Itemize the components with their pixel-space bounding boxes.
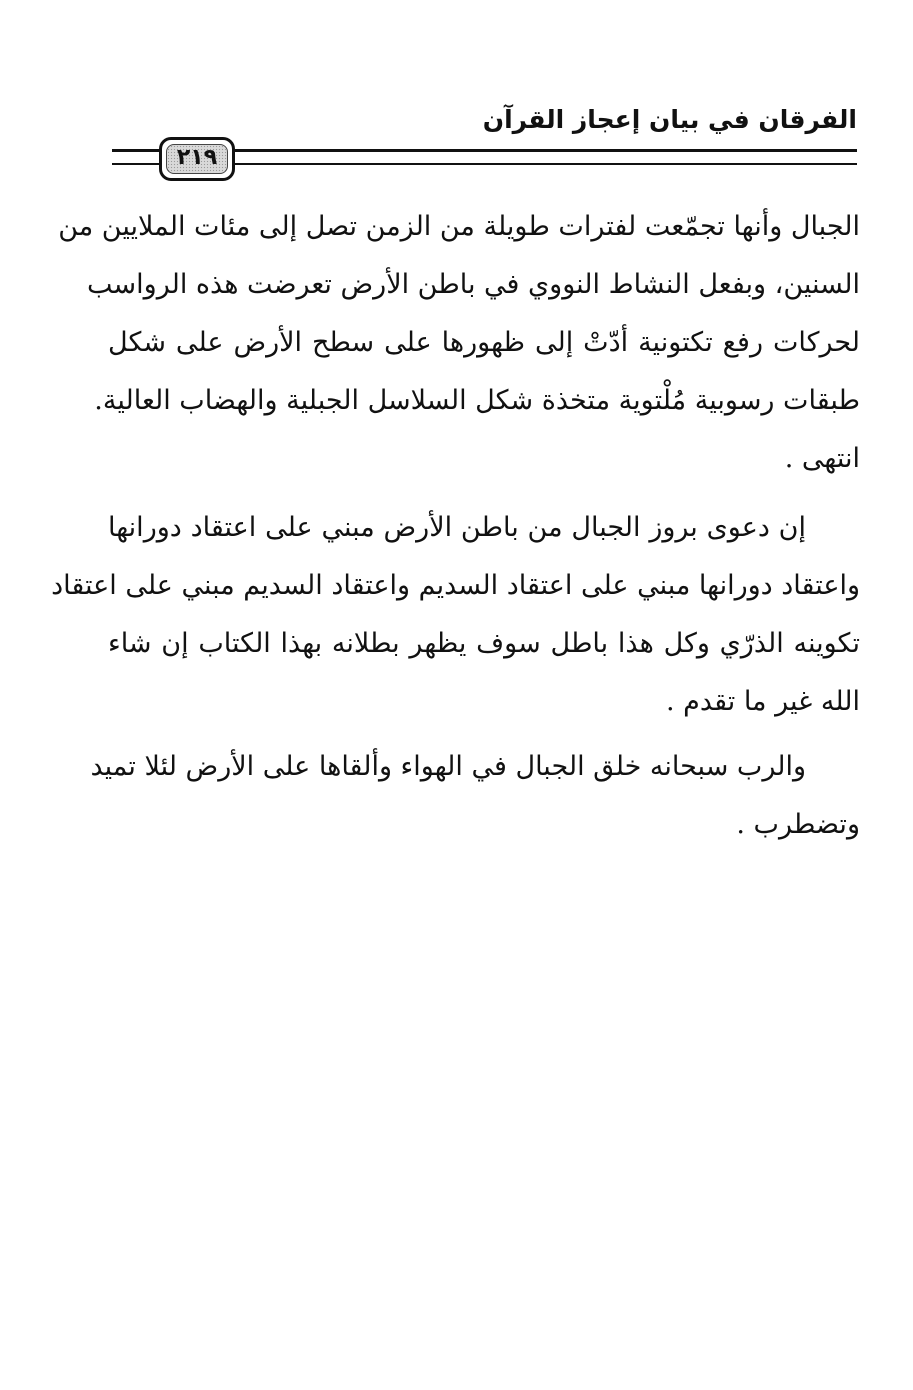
text-line: طبقات رسوبية مُلْتوية متخذة شكل السلاسل الجبلية والهضاب العالية. <box>94 385 860 416</box>
text-line: انتهى . <box>784 443 860 474</box>
header-rule-left-top <box>112 149 160 152</box>
text-line: لحركات رفع تكتونية أدّتْ إلى ظهورها على سطح الأرض على شكل <box>108 327 861 358</box>
text-line: والرب سبحانه خلق الجبال في الهواء وألقاها على الأرض لئلا تميد <box>90 751 806 782</box>
page-number: ٢١٩ <box>176 145 218 170</box>
text-line: السنين، وبفعل النشاط النووي في باطن الأرض تعرضت هذه الرواسب <box>87 269 860 300</box>
text-line: وتضطرب . <box>736 809 860 840</box>
paragraph-2 <box>51 499 860 731</box>
page-number-frame <box>159 137 235 181</box>
text-line: الجبال وأنها تجمّعت لفترات طويلة من الزمن تصل إلى مئات الملايين من <box>58 211 860 242</box>
header-rule-left-bottom <box>112 163 160 165</box>
text-line: إن دعوى بروز الجبال من باطن الأرض مبني على اعتقاد دورانها <box>108 512 806 543</box>
running-head-title: الفرقان في بيان إعجاز القرآن <box>482 105 857 134</box>
header-rule-right-top <box>234 149 857 152</box>
text-line: الله غير ما تقدم . <box>666 686 860 717</box>
header-rule-right-bottom <box>234 163 857 165</box>
text-line: واعتقاد دورانها مبني على اعتقاد السديم واعتقاد السديم مبني على اعتقاد <box>51 570 860 601</box>
paragraph-1 <box>58 198 861 488</box>
paragraph-3 <box>90 738 860 854</box>
text-line: تكوينه الذرّي وكل هذا باطل سوف يظهر بطلانه بهذا الكتاب إن شاء <box>108 628 860 659</box>
